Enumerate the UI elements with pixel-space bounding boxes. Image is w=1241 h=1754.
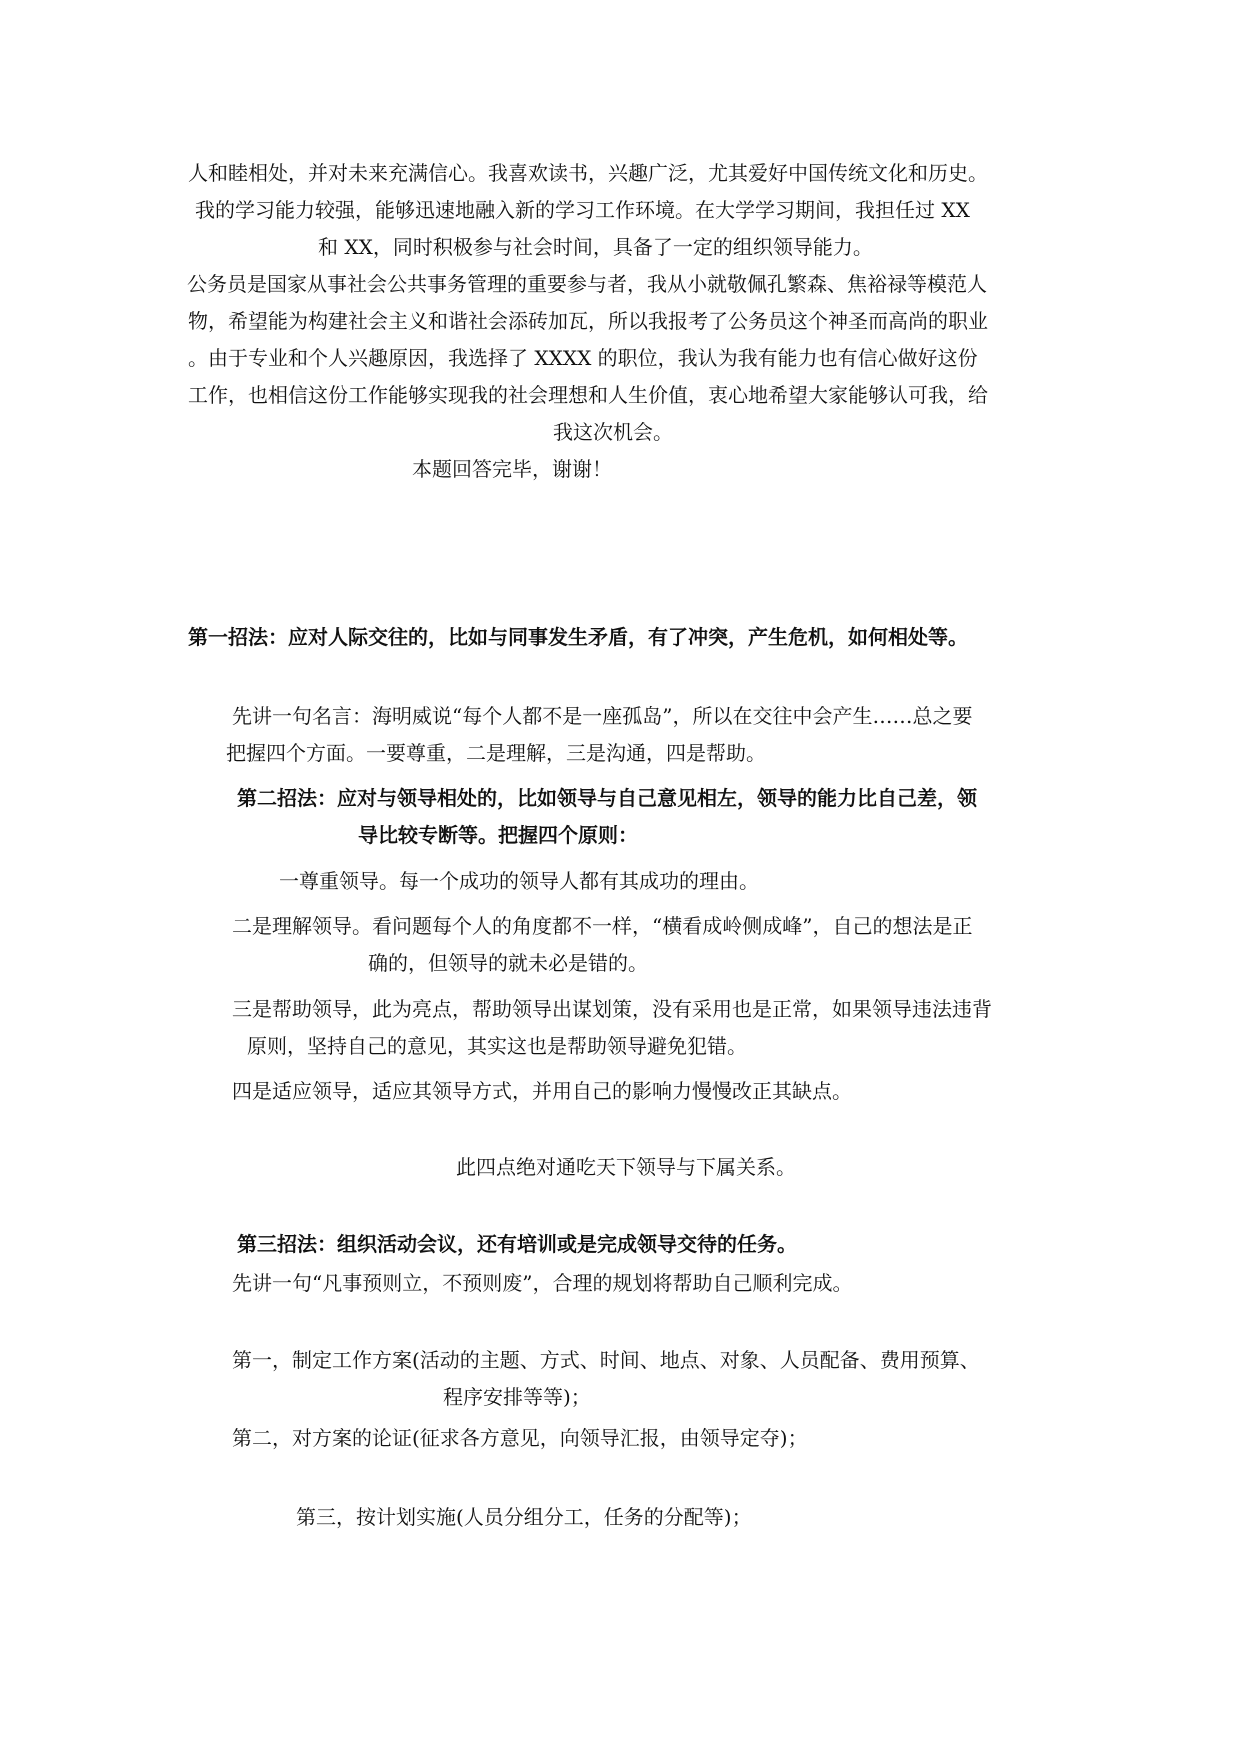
intro-line-6: 。由于专业和个人兴趣原因，我选择了 XXXX 的职位，我认为我有能力也有信心做好这份 [188, 346, 978, 370]
section3-step-3: 第三，按计划实施(人员分组分工，任务的分配等)； [296, 1505, 752, 1529]
section2-principle-2b: 确的，但领导的就未必是错的。 [368, 951, 648, 975]
section2-principle-3b: 原则，坚持自己的意见，其实这也是帮助领导避免犯错。 [247, 1034, 747, 1058]
section3-intro: 先讲一句“凡事预则立，不预则废”，合理的规划将帮助自己顺利完成。 [232, 1271, 853, 1295]
intro-line-8: 我这次机会。 [553, 420, 673, 444]
section2-summary: 此四点绝对通吃天下领导与下属关系。 [456, 1155, 796, 1179]
intro-closing: 本题回答完毕，谢谢！ [412, 457, 612, 481]
section3-step-2: 第二，对方案的论证(征求各方意见，向领导汇报，由领导定夺)； [232, 1426, 808, 1450]
section1-body-2: 把握四个方面。一要尊重，二是理解，三是沟通，四是帮助。 [226, 741, 766, 765]
intro-line-1: 人和睦相处，并对未来充满信心。我喜欢读书，兴趣广泛，尤其爱好中国传统文化和历史。 [188, 161, 988, 185]
section3-step-1b: 程序安排等等)； [443, 1385, 591, 1409]
section2-heading-2: 导比较专断等。把握四个原则： [358, 823, 638, 847]
intro-line-4: 公务员是国家从事社会公共事务管理的重要参与者，我从小就敬佩孔繁森、焦裕禄等模范人 [187, 272, 987, 296]
section3-step-1a: 第一，制定工作方案(活动的主题、方式、时间、地点、对象、人员配备、费用预算、 [232, 1348, 980, 1372]
section2-principle-3a: 三是帮助领导，此为亮点，帮助领导出谋划策，没有采用也是正常，如果领导违法违背 [232, 997, 992, 1021]
section2-heading-1: 第二招法：应对与领导相处的，比如领导与自己意见相左，领导的能力比自己差，领 [237, 786, 977, 810]
section1-body-1: 先讲一句名言：海明威说“每个人都不是一座孤岛”，所以在交往中会产生……总之要 [232, 704, 973, 728]
intro-line-3: 和 XX，同时积极参与社会时间，具备了一定的组织领导能力。 [318, 235, 873, 259]
section2-principle-1: 一尊重领导。每一个成功的领导人都有其成功的理由。 [279, 869, 759, 893]
section3-heading: 第三招法：组织活动会议，还有培训或是完成领导交待的任务。 [237, 1232, 797, 1256]
section1-heading: 第一招法：应对人际交往的，比如与同事发生矛盾，有了冲突，产生危机，如何相处等。 [188, 625, 968, 649]
section2-principle-2a: 二是理解领导。看问题每个人的角度都不一样，“横看成岭侧成峰”，自己的想法是正 [232, 914, 973, 938]
intro-line-7: 工作，也相信这份工作能够实现我的社会理想和人生价值，衷心地希望大家能够认可我，给 [188, 383, 988, 407]
intro-line-2: 我的学习能力较强，能够迅速地融入新的学习工作环境。在大学学习期间，我担任过 XX [195, 198, 970, 222]
section2-principle-4: 四是适应领导，适应其领导方式，并用自己的影响力慢慢改正其缺点。 [232, 1079, 852, 1103]
intro-line-5: 物，希望能为构建社会主义和谐社会添砖加瓦，所以我报考了公务员这个神圣而高尚的职业 [188, 309, 988, 333]
